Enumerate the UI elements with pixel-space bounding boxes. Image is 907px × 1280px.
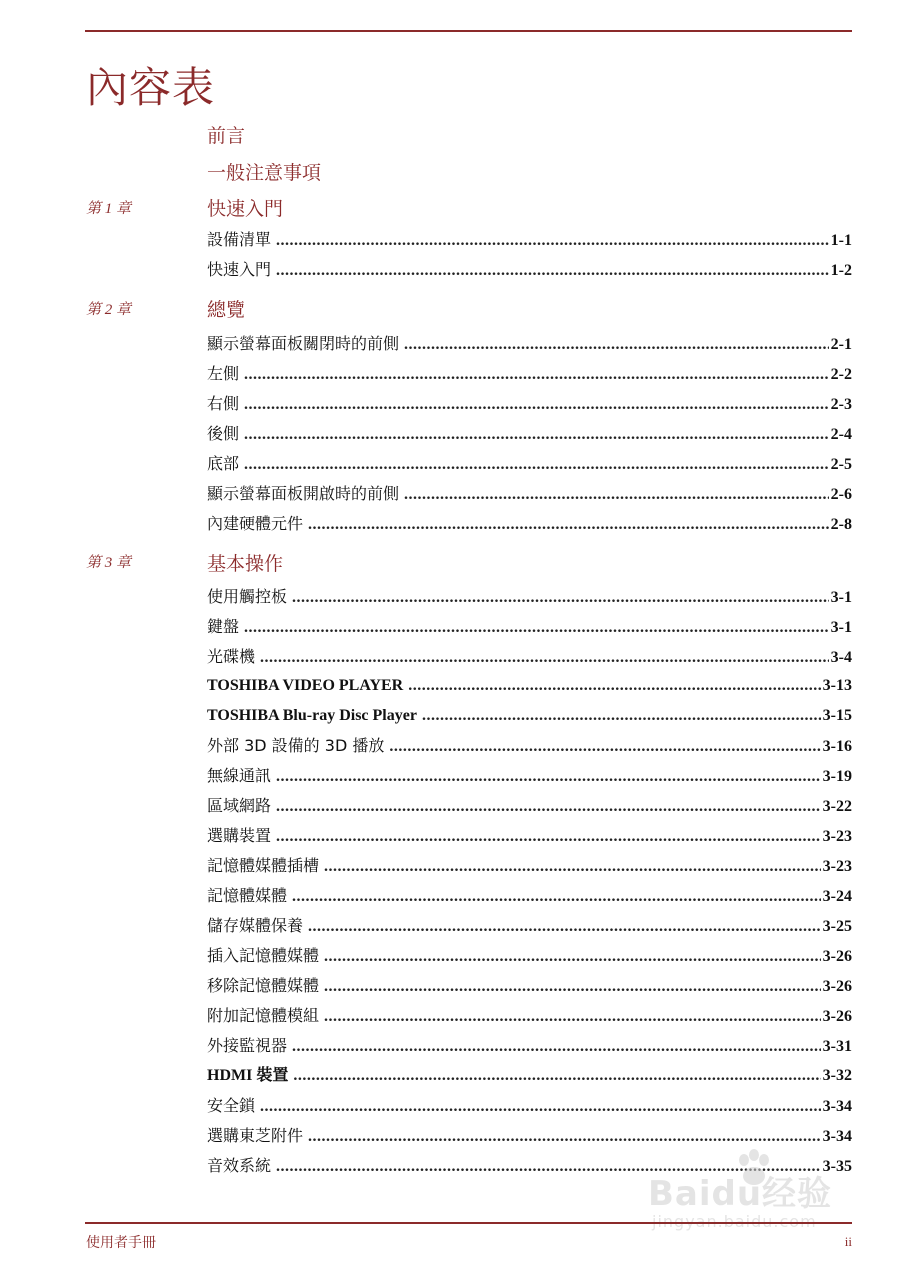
toc-entry[interactable]: [207, 615, 852, 639]
toc-entry-page: 3-31: [822, 1038, 852, 1055]
toc-entry-page: 3-26: [822, 1008, 852, 1025]
toc-entry-page: 3-34: [822, 1098, 852, 1115]
toc-entry-page: 3-24: [822, 888, 852, 905]
toc-entry-page: 3-23: [822, 828, 852, 845]
chapter-1-title[interactable]: 快速入門: [207, 198, 284, 220]
footer-page-number: ii: [844, 1234, 852, 1249]
toc-entry[interactable]: [207, 764, 852, 788]
toc-entry-page: 3-19: [822, 768, 852, 785]
toc-entry-page: 3-4: [830, 649, 852, 666]
toc-entry-text: 無線通訊: [207, 766, 272, 785]
toc-leader-dots: [389, 735, 820, 759]
toc-entry-page: 3-1: [830, 589, 852, 606]
toc-entry-text: TOSHIBA VIDEO PLAYER: [207, 677, 404, 694]
chapter-2-title[interactable]: 總覽: [207, 299, 246, 321]
toc-entry-page: 3-1: [830, 619, 852, 636]
toc-entry-text: 顯示螢幕面板開啟時的前側: [207, 484, 400, 503]
toc-entry-page: 1-1: [830, 232, 852, 249]
footer-manual-title: 使用者手冊: [86, 1235, 156, 1251]
toc-entry-page: 3-32: [822, 1067, 852, 1084]
toc-entry-text: 安全鎖: [207, 1096, 256, 1115]
toc-leader-dots: [308, 513, 829, 537]
header-rule: [85, 30, 852, 32]
toc-entry-page: 1-2: [830, 262, 852, 279]
toc-entry[interactable]: [207, 512, 852, 536]
watermark-brand: Baidu经验: [648, 1174, 833, 1214]
toc-entry[interactable]: [207, 674, 852, 698]
chapter-3-label: 第 3 章: [86, 555, 132, 571]
toc-entry-page: 3-34: [822, 1128, 852, 1145]
toc-leader-dots: [244, 423, 829, 447]
toc-leader-dots: [260, 646, 829, 670]
toc-entry-text: 外接監視器: [207, 1036, 288, 1055]
toc-leader-dots: [324, 945, 821, 969]
toc-entry[interactable]: [207, 362, 852, 386]
toc-leader-dots: [276, 765, 821, 789]
toc-entry[interactable]: [207, 734, 852, 758]
toc-entry-text: 記憶體媒體: [207, 886, 288, 905]
toc-entry[interactable]: [207, 824, 852, 848]
toc-entry-text: 設備清單: [207, 230, 272, 249]
toc-entry[interactable]: [207, 482, 852, 506]
toc-entry-page: 2-5: [830, 456, 852, 473]
toc-entry-page: 2-4: [830, 426, 852, 443]
toc-entry-text: 插入記憶體媒體: [207, 946, 320, 965]
toc-entry[interactable]: [207, 884, 852, 908]
toc-entry-text: TOSHIBA Blu-ray Disc Player: [207, 707, 417, 724]
toc-leader-dots: [308, 915, 821, 939]
toc-entry-text: 快速入門: [207, 260, 272, 279]
toc-entry-text: 後側: [207, 424, 240, 443]
page-title: 內容表: [86, 63, 216, 112]
toc-entry[interactable]: [207, 854, 852, 878]
toc-entry-text: 音效系統: [207, 1156, 272, 1175]
toc-entry-text: 儲存媒體保養: [207, 916, 304, 935]
toc-entry[interactable]: [207, 1094, 852, 1118]
toc-entry-page: 3-22: [822, 798, 852, 815]
toc-leader-dots: [244, 453, 829, 477]
toc-entry-text: 選購東芝附件: [207, 1126, 304, 1145]
toc-leader-dots: [244, 363, 829, 387]
toc-leader-dots: [422, 704, 821, 728]
toc-entry-text: 顯示螢幕面板關閉時的前側: [207, 334, 400, 353]
toc-entry-text: 記憶體媒體插槽: [207, 856, 320, 875]
toc-entry-page: 3-25: [822, 918, 852, 935]
toc-leader-dots: [293, 1064, 820, 1088]
toc-entry-page: 3-13: [822, 677, 852, 694]
toc-leader-dots: [260, 1095, 821, 1119]
toc-entry[interactable]: [207, 392, 852, 416]
toc-entry[interactable]: [207, 585, 852, 609]
toc-entry[interactable]: [207, 974, 852, 998]
toc-entry-text: 使用觸控板: [207, 587, 288, 606]
chapter-1-label: 第 1 章: [86, 201, 132, 217]
toc-entry-page: 3-15: [822, 707, 852, 724]
toc-entry[interactable]: [207, 332, 852, 356]
toc-leader-dots: [404, 483, 829, 507]
chapter-3-title[interactable]: 基本操作: [207, 553, 284, 575]
toc-leader-dots: [276, 825, 821, 849]
toc-entry[interactable]: [207, 1064, 852, 1088]
toc-entry-page: 2-8: [830, 516, 852, 533]
toc-entry-text: 光碟機: [207, 647, 256, 666]
toc-leader-dots: [276, 259, 829, 283]
toc-leader-dots: [404, 333, 829, 357]
toc-entry-page: 3-35: [822, 1158, 852, 1175]
toc-leader-dots: [292, 586, 829, 610]
toc-leader-dots: [244, 616, 829, 640]
toc-entry-text: 右側: [207, 394, 240, 413]
toc-entry-page: 2-1: [830, 336, 852, 353]
toc-leader-dots: [292, 885, 821, 909]
toc-entry[interactable]: [207, 422, 852, 446]
chapter-2-label: 第 2 章: [86, 302, 132, 318]
toc-entry-text: 左側: [207, 364, 240, 383]
toc-entry-page: 2-6: [830, 486, 852, 503]
toc-entry[interactable]: [207, 944, 852, 968]
toc-entry-page: 3-26: [822, 948, 852, 965]
toc-leader-dots: [408, 674, 820, 698]
toc-entry[interactable]: [207, 1034, 852, 1058]
toc-entry[interactable]: [207, 914, 852, 938]
toc-entry-text: 底部: [207, 454, 240, 473]
toc-entry[interactable]: [207, 704, 852, 728]
toc-front-preface[interactable]: 前言: [207, 125, 246, 147]
toc-entry[interactable]: [207, 1004, 852, 1028]
toc-entry-page: 2-3: [830, 396, 852, 413]
toc-entry[interactable]: [207, 452, 852, 476]
toc-front-general-notes[interactable]: 一般注意事項: [207, 162, 322, 184]
toc-entry[interactable]: [207, 228, 852, 252]
toc-leader-dots: [308, 1125, 821, 1149]
toc-entry-text: 附加記憶體模組: [207, 1006, 320, 1025]
toc-entry-page: 3-23: [822, 858, 852, 875]
toc-entry-text: 選購裝置: [207, 826, 272, 845]
toc-entry[interactable]: [207, 258, 852, 282]
toc-leader-dots: [276, 229, 829, 253]
toc-entry-text: 外部 3D 設備的 3D 播放: [207, 736, 385, 755]
toc-leader-dots: [324, 975, 821, 999]
toc-entry-text: HDMI 裝置: [207, 1067, 289, 1084]
toc-entry-text: 內建硬體元件: [207, 514, 304, 533]
toc-entry-page: 3-26: [822, 978, 852, 995]
toc-entry-text: 區域網路: [207, 796, 272, 815]
toc-entry-text: 鍵盤: [207, 617, 240, 636]
footer-rule: [85, 1222, 852, 1224]
toc-entry-text: 移除記憶體媒體: [207, 976, 320, 995]
toc-leader-dots: [276, 795, 821, 819]
toc-leader-dots: [324, 1005, 821, 1029]
toc-leader-dots: [244, 393, 829, 417]
baidu-watermark: [648, 1148, 858, 1238]
toc-entry[interactable]: [207, 794, 852, 818]
toc-entry-page: 2-2: [830, 366, 852, 383]
toc-entry[interactable]: [207, 1124, 852, 1148]
toc-leader-dots: [324, 855, 821, 879]
toc-entry-page: 3-16: [822, 738, 852, 755]
toc-entry[interactable]: [207, 645, 852, 669]
toc-leader-dots: [292, 1035, 821, 1059]
